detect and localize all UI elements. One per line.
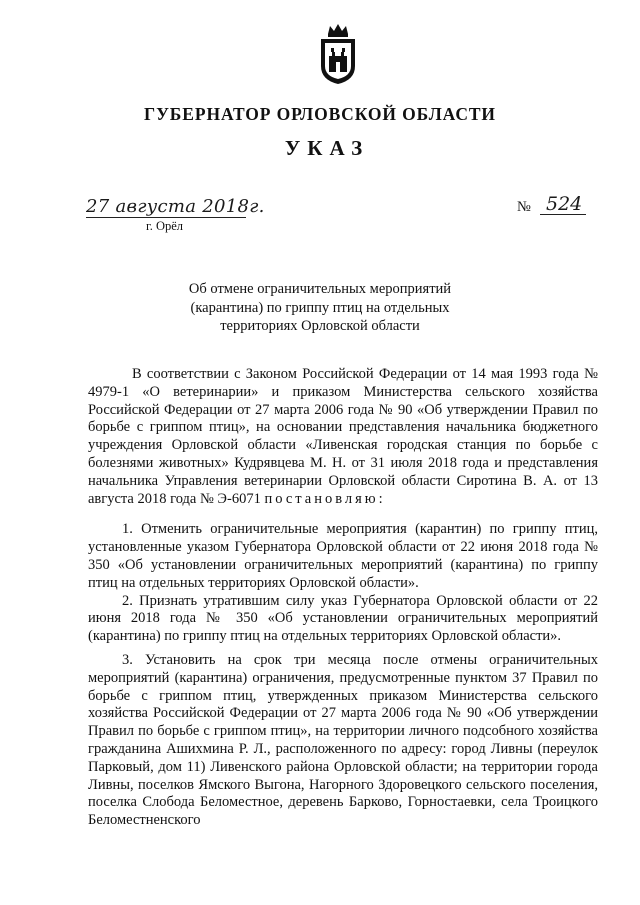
document-place: г. Орёл	[146, 219, 184, 233]
number-underline	[540, 214, 586, 215]
preamble-text: В соответствии с Законом Российской Федерации от 14 мая 1993 года № 4979-1 «О ветеринарии» и приказом Министерства сельского хозяйства Российской Федерации от 27 марта 2006 года № 90 «Об утверждении Правил по борьбе с гриппом птиц», на основании представления начальника бюджетного учреждения Орловской области «Ливенская городская станция по борьбе с болезнями животных» Кудрявцева М. Н. от 31 июля 2018 года и представления начальника Управления ветеринарии Орловской области Сиротина В. А. от 13 августа 2018 года № Э-6071	[88, 366, 598, 507]
preamble-paragraph	[88, 366, 598, 508]
decree-colon: :	[378, 490, 383, 507]
coat-of-arms-icon	[316, 22, 360, 86]
document-date: 27 августа 2018г.	[86, 196, 265, 217]
item-1-paragraph: 1. Отменить ограничительные мероприятия (карантин) по гриппу птиц, установленные указом Губернатора Орловской области от 22 июня 2018 года № 350 «Об установлении ограничительных мероприятий (карантина) по гриппу птиц на отдельных территориях Орловской области».	[88, 521, 598, 591]
item-2-paragraph: 2. Признать утратившим силу указ Губернатора Орловской области от 22 июня 2018 года № 350 «Об установлении ограничительных мероприятий (карантина) по гриппу птиц на отдельных территориях Орловской области».	[88, 592, 598, 645]
date-underline	[86, 217, 246, 218]
document-subject	[0, 280, 640, 336]
document-number: 524	[546, 193, 583, 215]
subject-line: (карантина) по гриппу птиц на отдельных	[190, 299, 450, 316]
document-type: УКАЗ	[284, 136, 370, 160]
decree-word: постановляю	[264, 490, 379, 507]
document-body	[88, 366, 598, 830]
subject-line: Об отмене ограничительных мероприятий	[188, 281, 452, 297]
number-sign: №	[517, 199, 531, 215]
issuing-authority: ГУБЕРНАТОР ОРЛОВСКОЙ ОБЛАСТИ	[144, 104, 496, 124]
subject-line: территориях Орловской области	[220, 318, 420, 334]
item-3-paragraph: 3. Установить на срок три месяца после отмены ограничительных мероприятий (карантина) ограничения, предусмотренные пунктом 37 Правил по борьбе с гриппом птиц, утвержденных приказом Министерства сельского хозяйства Российской Федерации от 27 марта 2006 года № 90 «Об утверждении Правил по борьбе с гриппом птиц», на территории личного подсобного хозяйства гражданина Ашихмина Р. Л., расположенного по адресу: город Ливны (переулок Парковый, дом 11) Ливенского района Орловской области; на территории города Ливны, поселков Ямского Выгона, Нагорного Здоровецкого сельского поселения, поселка Слобода Беломестное, деревень Барково, Горностаевки, села Троицкого Беломестненского	[88, 651, 598, 829]
